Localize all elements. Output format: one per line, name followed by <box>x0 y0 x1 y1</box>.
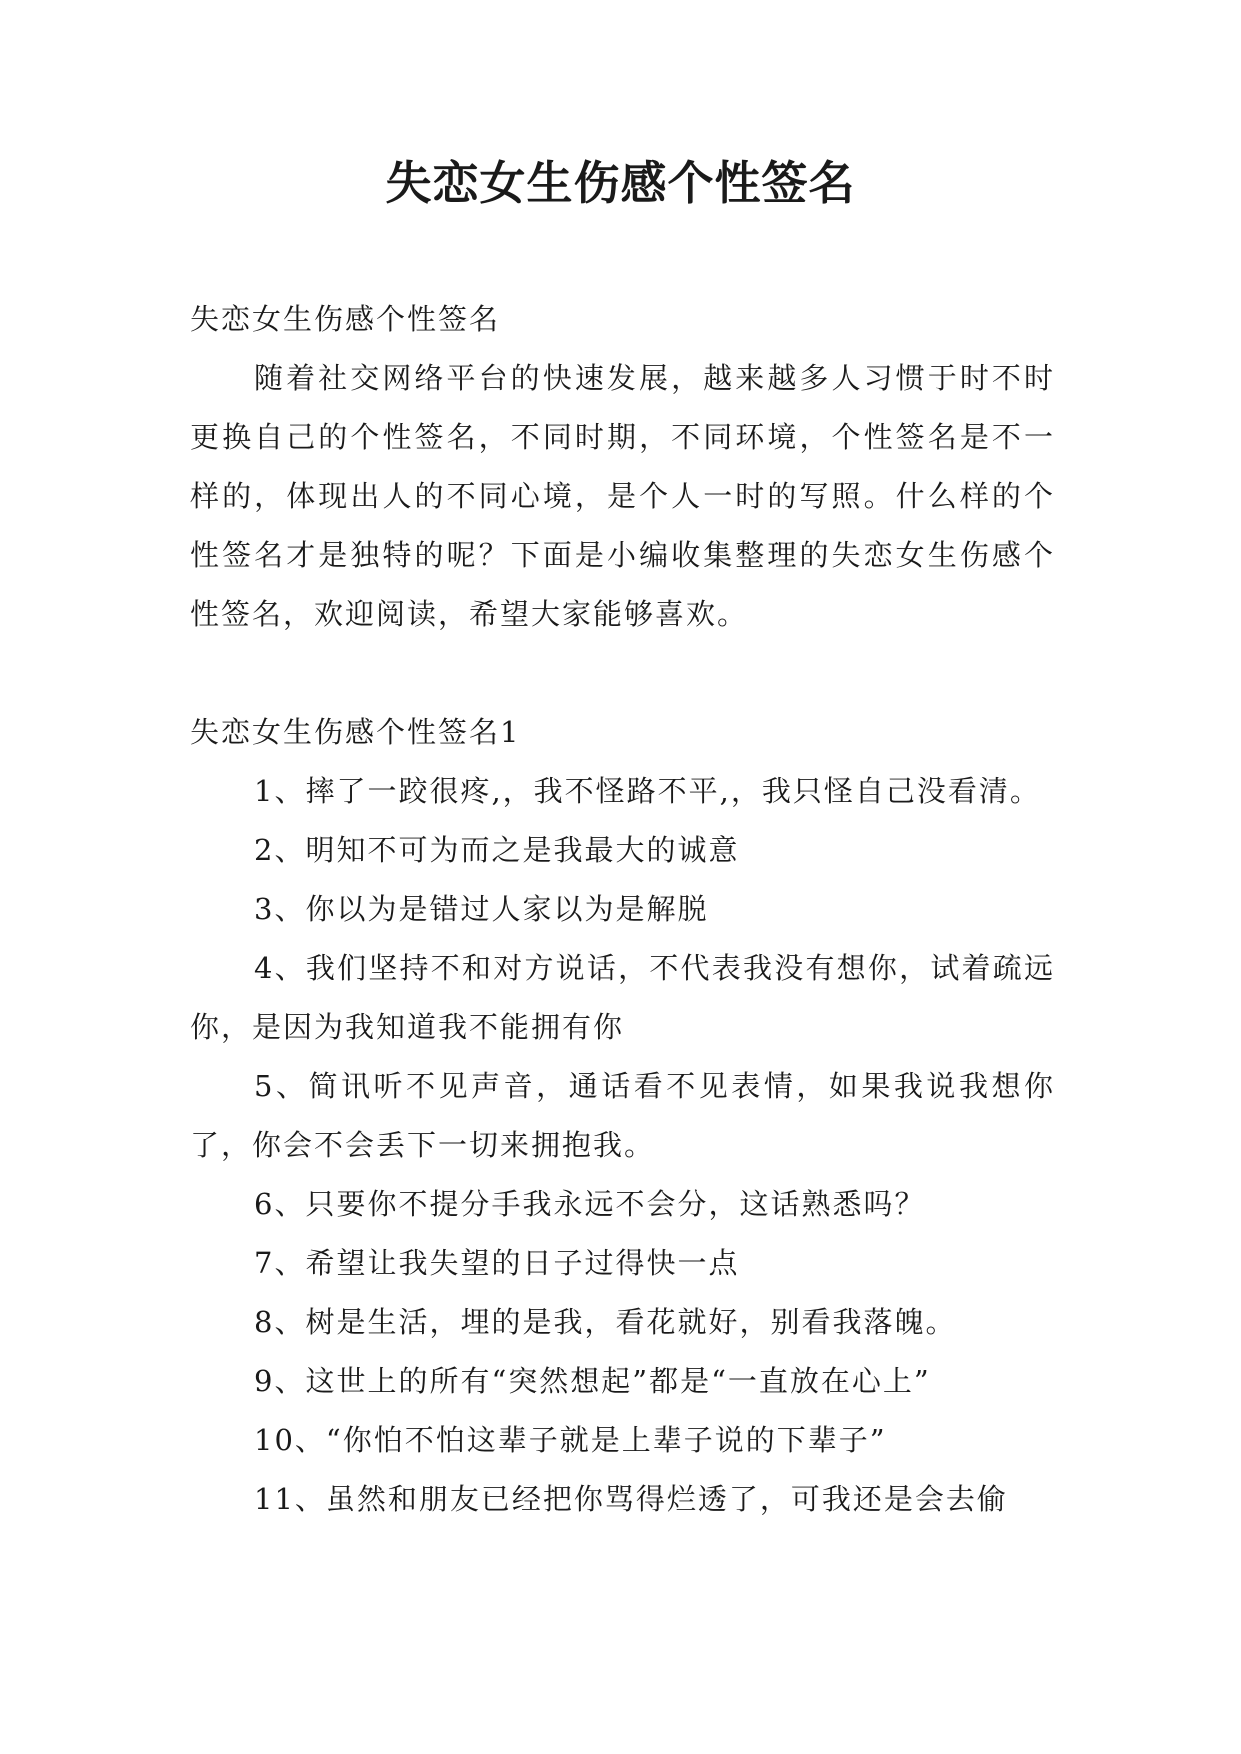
document-title: 失恋女生伤感个性签名 <box>385 156 856 210</box>
section-heading: 失恋女生伤感个性签名1 <box>190 715 521 749</box>
list-item: 4、我们坚持不和对方说话，不代表我没有想你，试着疏远你，是因为我知道我不能拥有你 <box>190 951 1055 1044</box>
list-item: 9、这世上的所有“突然想起”都是“一直放在心上” <box>254 1364 931 1398</box>
list-item: 2、明知不可为而之是我最大的诚意 <box>254 833 740 867</box>
list-item: 10、“你怕不怕这辈子就是上辈子说的下辈子” <box>254 1423 887 1457</box>
list-item: 1、摔了一跤很疼,，我不怪路不平,，我只怪自己没看清。 <box>254 774 1041 808</box>
list-item: 7、希望让我失望的日子过得快一点 <box>254 1246 740 1280</box>
intro-paragraph: 随着社交网络平台的快速发展，越来越多人习惯于时不时更换自己的个性签名，不同时期，不同环境，个性签名是不一样的，体现出人的不同心境，是个人一时的写照。什么样的个性签名才是独特的呢？下面是小编收集整理的失恋女生伤感个性签名，欢迎阅读，希望大家能够喜欢。 <box>190 361 1055 631</box>
paragraph-spacer <box>190 644 1055 703</box>
list-item: 8、树是生活，埋的是我，看花就好，别看我落魄。 <box>254 1305 957 1339</box>
document-body <box>190 290 1055 1529</box>
list-item: 5、简讯听不见声音，通话看不见表情，如果我说我想你了，你会不会丢下一切来拥抱我。 <box>190 1069 1055 1162</box>
subtitle: 失恋女生伤感个性签名 <box>190 302 501 336</box>
list-item: 11、虽然和朋友已经把你骂得烂透了，可我还是会去偷 <box>254 1482 1008 1516</box>
list-item: 6、只要你不提分手我永远不会分，这话熟悉吗？ <box>254 1187 926 1221</box>
list-item: 3、你以为是错过人家以为是解脱 <box>254 892 709 926</box>
